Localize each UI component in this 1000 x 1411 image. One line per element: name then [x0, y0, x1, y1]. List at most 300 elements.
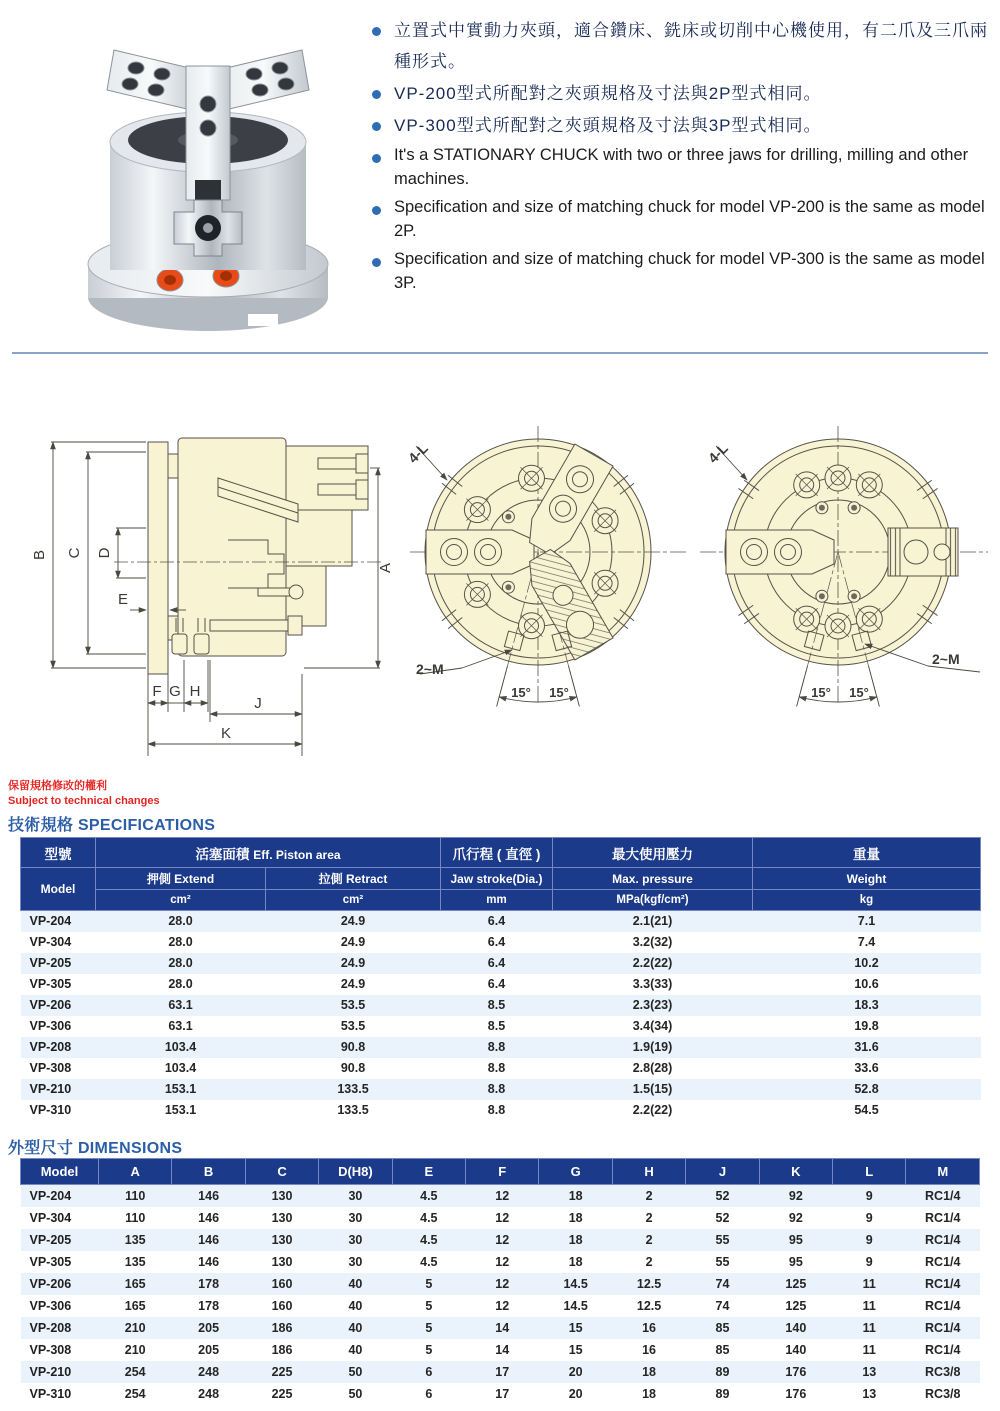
value-cell: 30 — [348, 1254, 363, 1269]
dim-label-f: F — [152, 683, 162, 700]
value-cell: 6.4 — [487, 935, 506, 949]
section-body — [148, 438, 368, 674]
column-header: Model — [21, 1159, 99, 1185]
value-cell: 12 — [495, 1188, 510, 1203]
unit-extend: cm² — [96, 890, 266, 911]
value-cell: 16 — [642, 1342, 656, 1357]
value-cell: 153.1 — [164, 1103, 197, 1117]
value-cell: 7.4 — [857, 935, 876, 949]
model-cell: VP-208 — [29, 1320, 72, 1335]
value-cell: 7.1 — [857, 914, 876, 929]
model-cell: VP-208 — [29, 1040, 72, 1054]
value-cell: 110 — [125, 1188, 146, 1203]
value-cell: 18 — [568, 1254, 583, 1269]
value-cell: 52 — [715, 1210, 730, 1225]
value-cell: 225 — [271, 1364, 293, 1379]
table-row — [21, 1339, 980, 1361]
unit-pressure: MPa(kgf/cm²) — [553, 890, 753, 911]
value-cell: 5 — [425, 1276, 433, 1291]
value-cell: RC1/4 — [925, 1210, 961, 1225]
column-header: C — [245, 1159, 318, 1185]
value-cell: 8.8 — [487, 1040, 506, 1054]
model-cell: VP-205 — [29, 1232, 72, 1247]
column-header: B — [172, 1159, 245, 1185]
angle-label-right: 15° — [549, 685, 569, 700]
header-zh: 押側 — [146, 872, 171, 886]
value-cell: 2.2(22) — [632, 1103, 673, 1117]
value-cell: 50 — [348, 1386, 363, 1401]
value-cell: 14 — [495, 1342, 510, 1357]
dim-table-body — [21, 1185, 980, 1405]
value-cell: 53.5 — [340, 1019, 366, 1033]
specifications-title-zh: 技術規格 — [8, 817, 74, 834]
feature-bullet — [372, 16, 998, 78]
bolt-callout: 4-L — [404, 439, 431, 467]
value-cell: 2 — [645, 1188, 653, 1203]
model-cell: VP-305 — [29, 1254, 72, 1269]
value-cell: 133.5 — [337, 1082, 369, 1096]
bullet-icon — [372, 90, 381, 99]
value-cell: 176 — [785, 1364, 807, 1379]
value-cell: 178 — [198, 1276, 220, 1291]
bullet-icon — [372, 122, 381, 131]
value-cell: 125 — [785, 1276, 807, 1291]
column-header: E — [392, 1159, 465, 1185]
value-cell: 8.8 — [487, 1061, 506, 1075]
col-jaw-stroke-zh: 爪行程 ( 直徑 ) — [441, 838, 553, 868]
table-row — [21, 1317, 980, 1339]
model-cell: VP-308 — [29, 1061, 72, 1075]
value-cell: 74 — [715, 1276, 730, 1291]
value-cell: 135 — [124, 1232, 146, 1247]
value-cell: 2.2(22) — [632, 956, 673, 970]
bullet-icon — [372, 154, 381, 163]
value-cell: 9 — [865, 1254, 873, 1269]
col-weight-zh: 重量 — [753, 838, 981, 868]
value-cell: 6.4 — [487, 977, 506, 991]
value-cell: 17 — [495, 1386, 510, 1401]
unit-stroke: mm — [441, 890, 553, 911]
col-extend — [96, 868, 266, 890]
col-max-pressure-zh: 最大使用壓力 — [553, 838, 753, 868]
value-cell: 12 — [495, 1232, 510, 1247]
technical-changes-notice — [8, 779, 160, 809]
model-cell: VP-310 — [29, 1386, 72, 1401]
value-cell: 3.3(33) — [632, 977, 673, 991]
value-cell: 24.9 — [340, 956, 366, 970]
value-cell: RC1/4 — [925, 1320, 961, 1335]
value-cell: RC1/4 — [925, 1298, 961, 1313]
column-header: J — [686, 1159, 759, 1185]
angle-label-right: 15° — [849, 685, 869, 700]
value-cell: 18.3 — [854, 998, 879, 1012]
value-cell: 17 — [495, 1364, 510, 1379]
table-row — [21, 1058, 981, 1079]
value-cell: 2.3(23) — [632, 998, 673, 1012]
value-cell: 28.0 — [168, 914, 193, 929]
model-cell: VP-210 — [29, 1364, 72, 1379]
value-cell: 248 — [198, 1364, 220, 1379]
value-cell: 165 — [124, 1298, 146, 1313]
value-cell: 4.5 — [420, 1254, 438, 1269]
specifications-title-en: SPECIFICATIONS — [77, 817, 216, 834]
dim-label-d: D — [96, 547, 113, 559]
value-cell: RC3/8 — [925, 1386, 961, 1401]
feature-bullet — [372, 143, 998, 191]
value-cell: 24.9 — [340, 977, 366, 991]
col-jaw-stroke-en: Jaw stroke(Dia.) — [441, 868, 553, 890]
angle-label-left: 15° — [511, 685, 531, 700]
value-cell: 11 — [862, 1276, 876, 1291]
dimensions-title-zh: 外型尺寸 — [8, 1140, 74, 1157]
value-cell: 40 — [348, 1320, 363, 1335]
notice-zh: 保留規格修改的權利 — [8, 780, 107, 792]
value-cell: 5 — [425, 1342, 433, 1357]
specifications-table — [20, 837, 981, 1121]
value-cell: 8.5 — [487, 998, 506, 1012]
column-header: A — [99, 1159, 172, 1185]
value-cell: 52.8 — [854, 1082, 879, 1096]
value-cell: 2 — [645, 1232, 653, 1247]
value-cell: 18 — [568, 1232, 583, 1247]
value-cell: 2.8(28) — [632, 1061, 673, 1075]
value-cell: 9 — [865, 1210, 873, 1225]
header-en: Eff. Piston area — [253, 847, 341, 862]
value-cell: 9 — [865, 1232, 873, 1247]
feature-bullet-list — [372, 16, 998, 299]
value-cell: 8.8 — [487, 1103, 506, 1117]
value-cell: RC1/4 — [925, 1232, 961, 1247]
value-cell: RC1/4 — [925, 1188, 961, 1203]
value-cell: 186 — [271, 1320, 293, 1335]
value-cell: 16 — [642, 1320, 656, 1335]
value-cell: 18 — [568, 1210, 583, 1225]
value-cell: 133.5 — [337, 1103, 369, 1117]
chuck-face — [410, 426, 688, 707]
model-cell: VP-305 — [29, 977, 72, 991]
value-cell: 13 — [862, 1364, 877, 1379]
value-cell: 53.5 — [340, 998, 366, 1012]
value-cell: 8.8 — [487, 1082, 506, 1096]
value-cell: 130 — [271, 1188, 293, 1203]
bullet-text: VP-200型式所配對之夾頭規格及寸法與2P型式相同。 — [394, 83, 822, 103]
value-cell: 254 — [124, 1364, 146, 1379]
value-cell: 4.5 — [420, 1210, 438, 1225]
value-cell: 15 — [568, 1320, 583, 1335]
value-cell: 74 — [715, 1298, 730, 1313]
col-model-en: Model — [21, 868, 96, 911]
value-cell: 95 — [788, 1254, 803, 1269]
column-header: M — [906, 1159, 980, 1185]
spec-table-body — [21, 911, 981, 1121]
value-cell: 12 — [495, 1298, 510, 1313]
bullet-text: 立置式中實動力夾頭，適合鑽床、銑床或切削中心機使用，有二爪及三爪兩種形式。 — [394, 21, 988, 71]
value-cell: 18 — [642, 1364, 656, 1379]
bullet-text: It's a STATIONARY CHUCK with two or three jaws for drilling, milling and other machines. — [394, 145, 969, 188]
value-cell: 28.0 — [168, 935, 193, 949]
value-cell: 5 — [425, 1320, 433, 1335]
value-cell: 8.5 — [487, 1019, 506, 1033]
value-cell: 10.2 — [854, 956, 879, 970]
table-row — [21, 995, 981, 1016]
value-cell: 165 — [124, 1276, 146, 1291]
value-cell: 6.4 — [487, 956, 506, 970]
value-cell: 4.5 — [420, 1232, 438, 1247]
value-cell: 15 — [568, 1342, 583, 1357]
table-row — [21, 1079, 981, 1100]
value-cell: 1.9(19) — [632, 1040, 673, 1054]
dim-label-e: E — [117, 591, 129, 608]
value-cell: 13 — [862, 1386, 877, 1401]
dim-label-g: G — [169, 683, 181, 700]
value-cell: 160 — [271, 1276, 293, 1291]
right-jaw — [888, 528, 958, 576]
value-cell: 14.5 — [563, 1276, 588, 1291]
table-row — [21, 953, 981, 974]
value-cell: 9 — [865, 1188, 873, 1203]
value-cell: 28.0 — [168, 956, 193, 970]
value-cell: 110 — [125, 1210, 146, 1225]
dimensions-title — [8, 1135, 182, 1158]
value-cell: 5 — [425, 1298, 433, 1313]
dim-label-b: B — [31, 549, 48, 561]
bullet-icon — [372, 27, 381, 36]
section-divider — [12, 352, 988, 354]
value-cell: 95 — [788, 1232, 803, 1247]
unit-weight: kg — [753, 890, 981, 911]
notice-en: Subject to technical changes — [8, 794, 160, 807]
feature-bullet — [372, 247, 998, 295]
table-row — [21, 1251, 980, 1273]
value-cell: 11 — [862, 1298, 876, 1313]
model-cell: VP-310 — [29, 1103, 72, 1117]
value-cell: 52 — [715, 1188, 730, 1203]
specifications-title — [8, 812, 215, 835]
dim-label-j: J — [254, 695, 262, 712]
two-jaw-face-drawing — [690, 424, 1000, 724]
table-row — [21, 1361, 980, 1383]
col-model-zh: 型號 — [21, 838, 96, 868]
feature-bullet — [372, 195, 998, 243]
port-callout: 2~M — [416, 661, 444, 677]
value-cell: 92 — [788, 1210, 803, 1225]
value-cell: 225 — [271, 1386, 293, 1401]
header-en: Extend — [174, 872, 215, 886]
table-row — [21, 911, 981, 932]
column-header: G — [539, 1159, 612, 1185]
value-cell: 30 — [348, 1188, 363, 1203]
value-cell: 2 — [645, 1254, 653, 1269]
column-header: L — [833, 1159, 906, 1185]
value-cell: 11 — [862, 1342, 876, 1357]
value-cell: 130 — [271, 1210, 293, 1225]
value-cell: 186 — [271, 1342, 293, 1357]
column-header: K — [759, 1159, 832, 1185]
value-cell: 146 — [198, 1188, 220, 1203]
model-cell: VP-308 — [29, 1342, 72, 1357]
value-cell: 160 — [271, 1298, 293, 1313]
table-row — [21, 1185, 980, 1207]
value-cell: 176 — [785, 1386, 807, 1401]
value-cell: 40 — [348, 1342, 363, 1357]
value-cell: 6 — [425, 1386, 433, 1401]
model-cell: VP-205 — [29, 956, 72, 970]
col-max-pressure-en: Max. pressure — [553, 868, 753, 890]
dim-label-h: H — [189, 683, 201, 700]
model-cell: VP-210 — [29, 1082, 72, 1096]
value-cell: RC1/4 — [925, 1342, 961, 1357]
column-header: H — [612, 1159, 685, 1185]
value-cell: 90.8 — [340, 1061, 366, 1075]
table-row — [21, 1229, 980, 1251]
value-cell: 135 — [124, 1254, 146, 1269]
value-cell: 33.6 — [854, 1061, 879, 1075]
dim-label-k: K — [220, 725, 232, 742]
value-cell: 178 — [198, 1298, 220, 1313]
value-cell: 140 — [785, 1320, 807, 1335]
table-row — [21, 1037, 981, 1058]
value-cell: 30 — [348, 1232, 363, 1247]
value-cell: 12.5 — [636, 1298, 662, 1313]
cross-section-drawing — [22, 420, 394, 770]
value-cell: RC1/4 — [925, 1254, 961, 1269]
feature-bullet — [372, 111, 998, 142]
value-cell: 2 — [645, 1210, 653, 1225]
bullet-text: Specification and size of matching chuck for model VP-300 is the same as model 3P. — [394, 250, 985, 293]
model-cell: VP-304 — [29, 935, 72, 949]
dimensions-table — [20, 1158, 980, 1405]
value-cell: 19.8 — [854, 1019, 879, 1033]
value-cell: 12.5 — [636, 1276, 662, 1291]
value-cell: 140 — [785, 1342, 807, 1357]
value-cell: 18 — [568, 1188, 583, 1203]
product-photo — [58, 14, 358, 336]
value-cell: 55 — [715, 1232, 730, 1247]
value-cell: 130 — [271, 1232, 293, 1247]
value-cell: 89 — [715, 1364, 730, 1379]
value-cell: 2.1(21) — [632, 914, 673, 929]
value-cell: 40 — [348, 1276, 363, 1291]
value-cell: 146 — [198, 1210, 220, 1225]
value-cell: 3.2(32) — [632, 935, 673, 949]
table-row — [21, 1295, 980, 1317]
value-cell: 24.9 — [340, 914, 366, 929]
table-row — [21, 1383, 980, 1405]
value-cell: 85 — [715, 1320, 730, 1335]
value-cell: RC1/4 — [925, 1276, 961, 1291]
value-cell: 14.5 — [563, 1298, 588, 1313]
value-cell: 55 — [715, 1254, 730, 1269]
value-cell: 254 — [124, 1386, 146, 1401]
model-cell: VP-206 — [29, 1276, 72, 1291]
table-row — [21, 1100, 981, 1121]
table-row — [21, 974, 981, 995]
model-cell: VP-306 — [29, 1019, 72, 1033]
bullet-icon — [372, 258, 381, 267]
table-row — [21, 932, 981, 953]
model-cell: VP-206 — [29, 998, 72, 1012]
value-cell: 103.4 — [164, 1061, 197, 1075]
value-cell: 103.4 — [164, 1040, 197, 1054]
bullet-icon — [372, 206, 381, 215]
three-jaw-face-drawing — [400, 424, 700, 724]
column-header: F — [466, 1159, 539, 1185]
value-cell: 89 — [715, 1386, 730, 1401]
model-cell: VP-204 — [29, 1188, 72, 1203]
col-piston-area — [96, 838, 441, 868]
value-cell: 153.1 — [164, 1082, 197, 1096]
value-cell: 125 — [785, 1298, 807, 1313]
value-cell: 248 — [198, 1386, 220, 1401]
dim-label-c: C — [66, 547, 83, 559]
spec-table-head — [21, 838, 981, 911]
value-cell: 12 — [495, 1276, 510, 1291]
bolt-callout: 4-L — [704, 439, 731, 467]
value-cell: 205 — [198, 1320, 220, 1335]
value-cell: 20 — [568, 1364, 583, 1379]
dim-header-row — [21, 1159, 980, 1185]
value-cell: 12 — [495, 1254, 510, 1269]
port-callout: 2~M — [932, 651, 960, 667]
value-cell: 6 — [425, 1364, 433, 1379]
value-cell: 3.4(34) — [632, 1019, 673, 1033]
col-weight-en: Weight — [753, 868, 981, 890]
value-cell: 210 — [124, 1320, 146, 1335]
angle-label-left: 15° — [811, 685, 831, 700]
value-cell: 1.5(15) — [632, 1082, 673, 1096]
value-cell: 10.6 — [854, 977, 879, 991]
value-cell: 50 — [348, 1364, 363, 1379]
value-cell: 14 — [495, 1320, 510, 1335]
model-cell: VP-304 — [29, 1210, 72, 1225]
model-cell: VP-306 — [29, 1298, 72, 1313]
value-cell: 63.1 — [168, 998, 193, 1012]
value-cell: 30 — [348, 1210, 363, 1225]
value-cell: 4.5 — [420, 1188, 438, 1203]
table-row — [21, 1273, 980, 1295]
value-cell: 24.9 — [340, 935, 366, 949]
value-cell: 11 — [862, 1320, 876, 1335]
model-cell: VP-204 — [29, 914, 72, 929]
value-cell: 54.5 — [854, 1103, 879, 1117]
value-cell: 90.8 — [340, 1040, 366, 1054]
value-cell: 205 — [198, 1342, 220, 1357]
value-cell: 146 — [198, 1254, 220, 1269]
value-cell: 31.6 — [854, 1040, 879, 1054]
dim-table-head — [21, 1159, 980, 1185]
value-cell: 63.1 — [168, 1019, 193, 1033]
value-cell: 210 — [124, 1342, 146, 1357]
value-cell: 40 — [348, 1298, 363, 1313]
value-cell: 146 — [198, 1232, 220, 1247]
value-cell: RC3/8 — [925, 1364, 961, 1379]
header-en: Retract — [346, 872, 388, 886]
value-cell: 12 — [495, 1210, 510, 1225]
unit-retract: cm² — [266, 890, 441, 911]
bullet-text: Specification and size of matching chuck for model VP-200 is the same as model 2P. — [394, 197, 985, 240]
table-row — [21, 1016, 981, 1037]
value-cell: 92 — [788, 1188, 803, 1203]
value-cell: 18 — [642, 1386, 656, 1401]
col-retract — [266, 868, 441, 890]
column-header: D(H8) — [319, 1159, 392, 1185]
value-cell: 130 — [271, 1254, 293, 1269]
dim-label-a: A — [377, 562, 394, 574]
header-zh: 拉側 — [318, 872, 343, 886]
header-zh: 活塞面積 — [195, 846, 250, 862]
dimensions-title-en: DIMENSIONS — [77, 1140, 183, 1157]
value-cell: 6.4 — [487, 914, 506, 929]
